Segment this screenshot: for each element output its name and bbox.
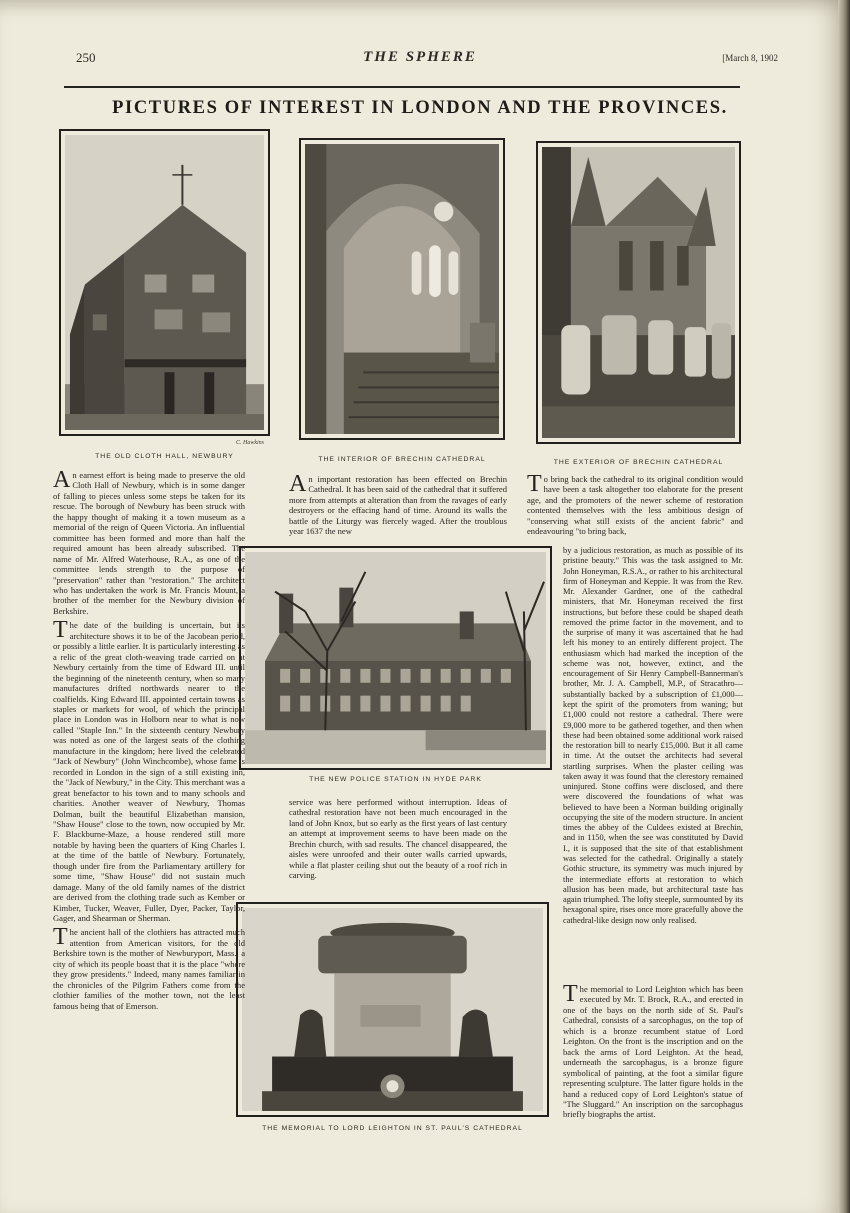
article-newbury	[53, 467, 245, 1140]
article-brechin-restoration	[563, 546, 743, 941]
photo-leighton-memorial	[236, 902, 549, 1117]
photo-credit: C. Hawkins	[236, 440, 265, 446]
cloth-hall-image	[65, 135, 264, 430]
drop-cap: T	[53, 924, 68, 951]
article-leighton	[563, 981, 743, 1134]
newbury-paragraph-3	[53, 924, 245, 1011]
photo-cloth-hall	[59, 129, 270, 436]
caption-brechin-exterior: THE EXTERIOR OF BRECHIN CATHEDRAL	[553, 459, 724, 466]
newbury-text-2: he date of the building is uncertain, but its architecture shows it to be of the Jacobean period, or possibly a little earlier. It is particularly interesting as a relic of the great cloth-weaving trade carried on at Newbury certainly from the time of Edward III. until the beginning of the nineteenth century, when so many manufactures drifted northwards nearer to the coalfields. King Edward III. appointed certain towns as staples or markets for wool, of which the principal place in London was in Holborn near to what is now called "Staple Inn." In the sixteenth century Newbury was noted as one of the largest seats of the clothing manufacture in the kingdom; here lived the celebrated "Jack of Newbury" (John Winchcombe), whose fame is recorded in London in the sign of a still existing inn, the "Jack of Newbury," in the City. This merchant was a great benefactor to his town and to many schools and charities. Another weaver of Newbury, Thomas Dolman, built the beautiful Elizabethan mansion, "Shaw House" close to the town, now occupied by Mr. F. Blackburne-Maze, a house rendered still more notable by having been the quarters of King Charles I. at the time of the battle of Newbury. Fortunately, though under fire from the Parliamentary artillery for some time, "Shaw House" did not sustain much damage. Many of the old family names of the district are derived from the clothing trade such as Kember or Kimber, Tucker, Weaver, Fuller, Dyer, Packer, Taylor, Gager, and Shearman or Sherman.	[53, 620, 245, 924]
page-title: PICTURES OF INTEREST IN LONDON AND THE PROVINCES.	[112, 98, 728, 118]
article-brechin-restoration-top	[527, 471, 743, 546]
police-station-image	[245, 552, 546, 764]
drop-cap: T	[527, 471, 542, 497]
newbury-paragraph-2	[53, 617, 245, 924]
drop-cap: A	[53, 467, 71, 493]
drop-cap: A	[289, 471, 307, 497]
brechin-exterior-image	[542, 147, 735, 438]
masthead: THE SPHERE	[363, 49, 477, 65]
brechin-interior-image	[305, 144, 499, 434]
issue-date: [March 8, 1902	[722, 53, 778, 63]
brechin-restoration-text-top: o bring back the cathedral to its original condition would have been a task altogether too elaborate for the present age, and the promoters of the newer scheme of restoration contented themselves with the less ambitious design of "conserving what still exists of the ancient fabric" and endeavouring "to bring back,	[527, 474, 743, 537]
caption-cloth-hall: THE OLD CLOTH HALL, NEWBURY	[95, 453, 234, 460]
page-edge	[838, 0, 850, 1213]
brechin-restoration-text: by a judicious restoration, as much as possible of its pristine beauty." This was the task assigned to Mr. John Honeyman, R.S.A., or rather to his architectural firm of Honeyman and Keppie. It was from the Rev. Mr. Alexander Gardner, one of the cathedral ministers, that Mr. Honeyman received the first instructions, but before these could be shaped death removed the prime factor in the movement, and to the surprise of many it was ascertained that he had left his money to an entirely different project. The enthusiasm which had marked the inception of the scheme was not, however, extinct, and the encouragement of Sir Henry Campbell-Bannerman's brother, Mr. J. A. Campbell, M.P., of Stracathro—substantially backed by a subscription of £1,000—kept the spirit of the promoters from waning; but £1,000 could not restore a cathedral. There were £9,000 more to be gathered together, and then when these had been obtained some additional work raised the restoration bill to nearly £15,000. But it all came in time. At the outset the architects had several startling surprises. When the plaster ceiling was taken away it was found that the clerestory remained uninjured. Stone coffins were disclosed, and there were discovered the foundations of what was believed to have been a Norman building originally occupying the site of the modern structure. In ancient times the abbey of the Culdees existed at Brechin, and in 1150, when the see was constituted by David I., it is supposed that the site of that establishment was selected for the cathedral. Originally a stately Gothic structure, its symmetry was much injured by the intermediate efforts at restoration to which allusion has been made, but architectural taste has again triumphed. The lofty steeple, surmounted by its hexagonal spire, rises once more gracefully above the cathedral-like design now only realised.	[563, 546, 743, 925]
photo-police-station	[239, 546, 552, 770]
article-brechin-continued	[289, 797, 507, 897]
brechin-continued-text: service was here performed without interruption. Ideas of cathedral restoration have not been much encouraged in the land of John Knox, but so early as the first years of last century an attempt at improvement seems to have been made on the Brechin church, with sad results. The chancel disappeared, the aisles were unroofed and their outer walls carried upwards, while a flat plaster ceiling shut out the beauty of a roof rich in carving.	[289, 797, 507, 881]
caption-leighton-memorial: THE MEMORIAL TO LORD LEIGHTON IN ST. PAUL'S CATHEDRAL	[262, 1125, 523, 1132]
drop-cap: T	[53, 617, 68, 644]
photo-brechin-interior	[299, 138, 505, 440]
header-rule	[64, 86, 740, 88]
newbury-paragraph-1	[53, 467, 245, 616]
drop-cap: T	[563, 981, 578, 1007]
article-brechin-intro	[289, 471, 507, 546]
photo-brechin-exterior	[536, 141, 741, 444]
leighton-text: he memorial to Lord Leighton which has been executed by Mr. T. Brock, R.A., and erected in one of the bays on the north side of St. Paul's Cathedral, consists of a sarcophagus, on the top of which is a bronze recumbent statue of Lord Leighton. On the front is the inscription and on the back the arms of Lord Leighton. At the head, underneath the sarcophagus, is a bronze figure symbolical of painting, at the foot a similar figure representing sculpture. The latter figure holds in the hand a reduced copy of Lord Leighton's statue of "The Sluggard." An inscription on the sarcophagus briefly biographs the artist.	[563, 984, 743, 1120]
page-number: 250	[76, 50, 96, 65]
page-header	[0, 50, 840, 70]
leighton-memorial-image	[242, 908, 543, 1111]
brechin-intro-text: n important restoration has been effected on Brechin Cathedral. It has been said of the cathedral that it suffered more from attempts at alteration than from the ravages of early destroyers or the effacing hand of time. Around its walls the battle of the Liturgy was fiercely waged. After the troublous year 1637 the new	[289, 474, 507, 537]
caption-police-station: THE NEW POLICE STATION IN HYDE PARK	[309, 776, 482, 783]
caption-brechin-interior: THE INTERIOR OF BRECHIN CATHEDRAL	[318, 456, 486, 463]
newbury-text-3: he ancient hall of the clothiers has attracted much attention from American visitors, for the old Berkshire town is the mother of Newburyport, Mass., a city of which its people boast that it is the place "where they grow presidents." Indeed, many names familiar in the chronicles of the Pilgrim Fathers come from the clothier families of the mother town, not the least famous being that of Emerson.	[53, 927, 245, 1011]
newbury-text-1: n earnest effort is being made to preserve the old Cloth Hall of Newbury, which is in some danger of falling to pieces unless some steps be taken for its rescue. The borough of Newbury has been struck with the happy thought of making it a town museum as a memorial of the reign of Queen Victoria. An influential committee has been formed and more than half the required amount has been already subscribed. The name of Mr. Alfred Waterhouse, R.A., as one of the committee lends strength to the purpose of "preservation" rather than "restoration." The architect who has undertaken the work is Mr. Francis Mount, a brother of the member for the Newbury division of Berkshire.	[53, 470, 245, 616]
